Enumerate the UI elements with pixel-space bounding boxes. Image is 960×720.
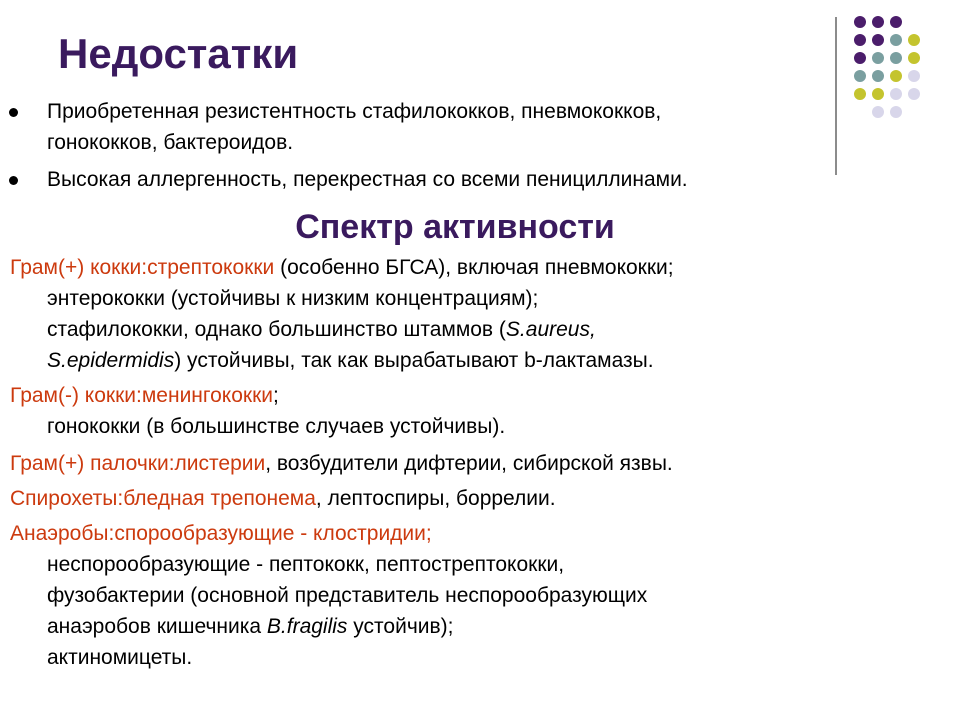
category-text: (особенно БГСА), включая пневмококки;: [274, 256, 674, 279]
spectrum-line: актиномицеты.: [47, 646, 193, 669]
decorative-dot: [890, 88, 902, 100]
category-text: , возбудители дифтерии, сибирской язвы.: [265, 452, 673, 475]
bullet-text: гонококков, бактероидов.: [47, 131, 294, 154]
decorative-dot: [890, 106, 902, 118]
bullet-dot-icon: [9, 176, 18, 185]
category-label: Грам(+) кокки:: [10, 256, 148, 279]
bullet-dot-icon: [9, 108, 18, 117]
slide-title: Недостатки: [58, 30, 299, 77]
decorative-dot: [890, 70, 902, 82]
decorative-dot: [908, 70, 920, 82]
decorative-dot: [872, 106, 884, 118]
category-label: Грам(+) палочки:: [10, 452, 175, 475]
spectrum-line: фузобактерии (основной представитель неспорообразующих: [47, 584, 648, 607]
decorative-dot: [854, 70, 866, 82]
category-highlight: менингококки: [141, 384, 273, 407]
category-highlight: спорообразующие - клостридии;: [114, 522, 432, 545]
species-name: S.epidermidis: [47, 349, 175, 372]
decorative-dot: [872, 34, 884, 46]
category-label: Спирохеты:: [10, 487, 124, 510]
category-highlight: листерии: [174, 452, 266, 475]
decorative-dot: [872, 16, 884, 28]
spectrum-anaerobes: [10, 519, 432, 549]
bullet-text: Высокая аллергенность, перекрестная со всеми пенициллинами.: [47, 168, 688, 191]
vertical-divider: [835, 17, 837, 175]
spectrum-text: стафилококки, однако большинство штаммов (: [47, 318, 506, 341]
category-label: Анаэробы:: [10, 522, 115, 545]
spectrum-gram-pos-rods: [10, 449, 673, 479]
decorative-dot: [908, 88, 920, 100]
category-label: Грам(-) кокки:: [10, 384, 142, 407]
spectrum-line: энтерококки (устойчивы к низким концентрациям);: [47, 287, 539, 310]
bullet-text: Приобретенная резистентность стафилококков, пневмококков,: [47, 100, 662, 123]
decorative-dot: [908, 34, 920, 46]
section-subtitle: Спектр активности: [295, 208, 615, 246]
decorative-dot: [872, 70, 884, 82]
decorative-dot: [872, 88, 884, 100]
spectrum-gram-pos-cocci: [10, 253, 674, 283]
spectrum-line: [47, 315, 596, 345]
category-highlight: бледная трепонема: [123, 487, 316, 510]
spectrum-spirochetes: [10, 484, 556, 514]
spectrum-line: неспорообразующие - пептококк, пептострептококки,: [47, 553, 565, 576]
species-name: B.fragilis: [266, 615, 348, 638]
decorative-dot: [908, 52, 920, 64]
spectrum-line: [47, 346, 654, 376]
category-text: ;: [273, 384, 279, 407]
decorative-dot: [890, 52, 902, 64]
spectrum-text: устойчив);: [347, 615, 454, 638]
category-highlight: стрептококки: [147, 256, 275, 279]
decorative-dot: [890, 16, 902, 28]
decorative-dot: [854, 52, 866, 64]
category-text: , лептоспиры, боррелии.: [315, 487, 556, 510]
decorative-dot: [854, 34, 866, 46]
spectrum-line: [47, 612, 453, 642]
spectrum-gram-neg-cocci: [10, 381, 279, 411]
decorative-dot: [854, 88, 866, 100]
spectrum-text: ) устойчивы, так как вырабатывают b-лактамазы.: [174, 349, 654, 372]
species-name: S.aureus,: [505, 318, 596, 341]
decorative-dot: [854, 16, 866, 28]
spectrum-text: анаэробов кишечника: [47, 615, 267, 638]
decorative-dot: [890, 34, 902, 46]
decorative-dot: [872, 52, 884, 64]
spectrum-line: гонококки (в большинстве случаев устойчивы).: [47, 415, 506, 438]
